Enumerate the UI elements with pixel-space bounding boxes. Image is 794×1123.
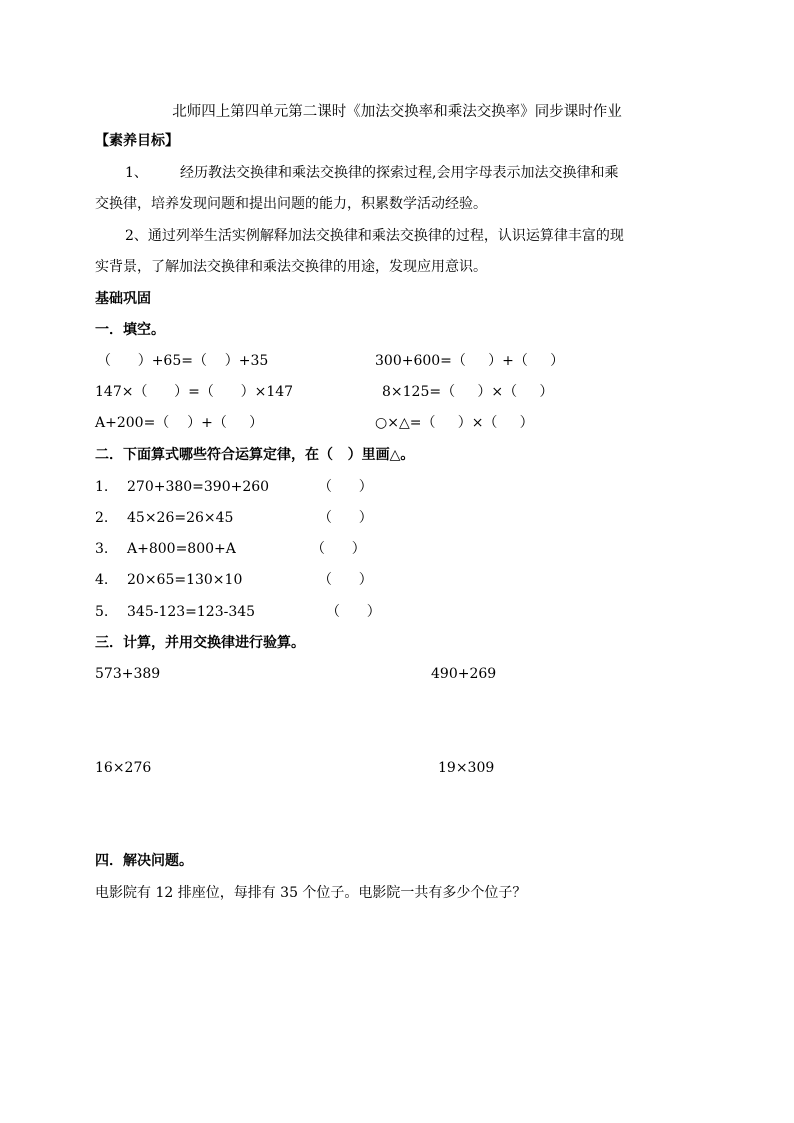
item-4-expression: 20×65=130×10	[127, 572, 243, 588]
goal-2-text: 2、通过列举生活实例解释加法交换律和乘法交换律的过程，认识运算律丰富的现	[125, 228, 624, 244]
item-3-answer-paren: （ ）	[311, 541, 366, 557]
calc-problem-1: 573+389	[95, 666, 161, 682]
item-1-number: 1.	[95, 479, 109, 495]
item-4-number: 4.	[95, 572, 109, 588]
section-2-header: 二．下面算式哪些符合运算定律，在（ ）里画△。	[95, 447, 415, 463]
section-1-header: 一．填空。	[95, 322, 165, 338]
page-title: 北师四上第四单元第二课时《加法交换率和乘法交换率》同步课时作业	[172, 104, 622, 120]
item-2-number: 2.	[95, 510, 109, 526]
fill-in-right-3: ○×△=（ ）×（ ）	[375, 415, 534, 431]
fill-in-right-1: 300+600=（ ）+（ ）	[375, 353, 565, 369]
item-1-expression: 270+380=390+260	[127, 479, 270, 495]
item-5-answer-paren: （ ）	[326, 604, 381, 620]
section-3-header: 三．计算，并用交换律进行验算。	[95, 635, 305, 651]
item-3-number: 3.	[95, 541, 109, 557]
fill-in-right-2: 8×125=（ ）×（ ）	[382, 384, 554, 400]
goal-1-text: 经历教法交换律和乘法交换律的探索过程,会用字母表示加法交换律和乘	[180, 165, 619, 181]
section-4-header: 四．解决问题。	[95, 853, 193, 869]
goal-2-continued: 实背景，了解加法交换律和乘法交换律的用途，发现应用意识。	[95, 259, 487, 275]
item-2-answer-paren: （ ）	[318, 510, 373, 526]
fill-in-left-2: 147×（ ）=（ ）×147	[95, 384, 294, 400]
calc-problem-3: 16×276	[95, 760, 152, 776]
word-problem: 电影院有 12 排座位，每排有 35 个位子。电影院一共有多少个位子？	[95, 885, 527, 901]
item-3-expression: A+800=800+A	[127, 541, 236, 557]
basic-section-header: 基础巩固	[95, 291, 151, 307]
item-1-answer-paren: （ ）	[318, 479, 373, 495]
item-5-number: 5.	[95, 604, 109, 620]
item-5-expression: 345-123=123-345	[127, 604, 256, 620]
fill-in-left-1: （ ）+65=（ ）+35	[97, 353, 269, 369]
item-4-answer-paren: （ ）	[318, 572, 373, 588]
goals-header: 【素养目标】	[95, 133, 179, 149]
goal-1-number: 1、	[125, 165, 148, 181]
goal-1-continued: 交换律，培养发现问题和提出问题的能力，积累数学活动经验。	[95, 196, 487, 212]
item-2-expression: 45×26=26×45	[127, 510, 234, 526]
calc-problem-4: 19×309	[438, 760, 495, 776]
calc-problem-2: 490+269	[431, 666, 497, 682]
fill-in-left-3: A+200=（ ）+（ ）	[95, 415, 264, 431]
